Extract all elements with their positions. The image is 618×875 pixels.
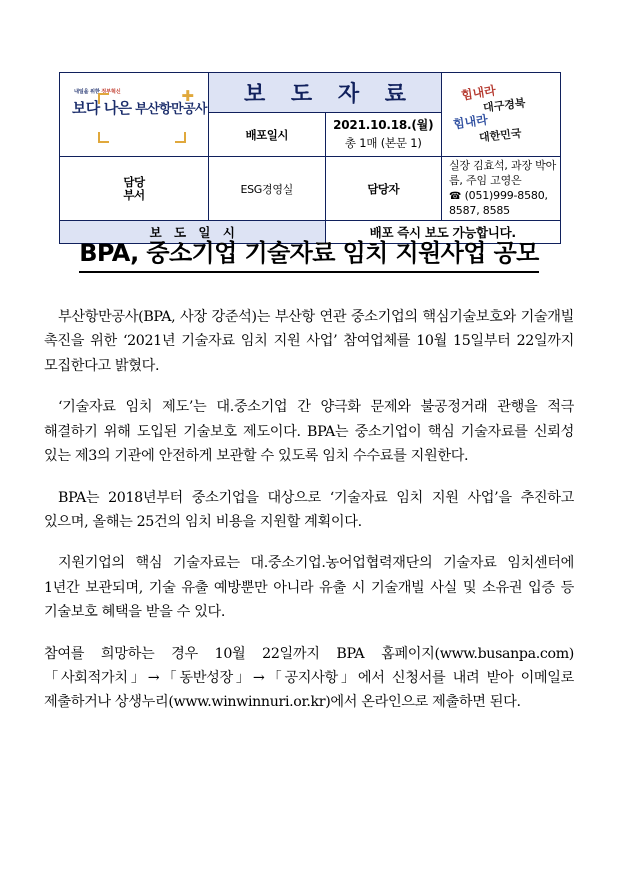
contact-person-label: 담당자 [325, 157, 442, 221]
department-label [60, 157, 209, 221]
brand-organization: 부산항만공사 [131, 101, 207, 117]
calligraphy-line-3: 힘내라 [452, 112, 489, 131]
calligraphy-line-2: 대구경북 [482, 95, 527, 115]
body-paragraph: 부산항만공사(BPA, 사장 강준석)는 부산항 연관 중소기업의 핵심기술보호와 기술개빌 촉진을 위한 ‘2021년 기술자료 임치 지원 사업’ 참여업체를 10월 15일부터 22일까지 모집한다고 밝혔다. [44, 309, 574, 374]
slogan-accent: 정부혁신 [101, 88, 121, 95]
bpa-logo [68, 85, 207, 145]
press-release-title: 보 도 자 료 [244, 82, 415, 107]
calligraphy-line-1: 힘내라 [460, 82, 497, 103]
embargo-label: 보 도 일 시 [60, 221, 326, 244]
department-value: ESG경영실 [209, 157, 326, 221]
header-row-title [60, 73, 561, 113]
release-date-label: 배포일시 [209, 113, 326, 157]
bracket-bottom-right-decoration [175, 132, 186, 143]
brand-tagline: 보다 나은 [72, 98, 132, 117]
headline: BPA, 중소기업 기술자료 임치 지원사업 공모 [79, 233, 539, 273]
slogan-prefix: 내일을 위한 [74, 88, 102, 95]
headline-wrapper [0, 233, 618, 273]
release-pages-value: 총 1매 (본문 1) [344, 135, 422, 150]
department-label-line2: 부서 [123, 187, 145, 202]
bpa-logo-text [72, 97, 207, 118]
bpa-logo-cell [60, 73, 209, 157]
telephone-icon: ☎ [449, 190, 462, 202]
header-row-contact [60, 157, 561, 221]
body-paragraph: ‘기술자료 임치 제도’는 대.중소기업 간 양극화 문제와 불공정거래 관행을 적극 해결하기 위해 도입된 기술보호 제도이다. BPA는 중소기업이 핵심 기술자료를 신뢰성 있는 제3의 기관에 안전하게 보관할 수 있도록 임치 수수료를 지원한다. [44, 399, 574, 465]
embargo-value: 배포 즉시 보도 가능합니다. [325, 221, 561, 244]
contact-names: 실장 김효석, 과장 박아름, 주임 고영은 [449, 159, 557, 187]
article-body [44, 305, 574, 732]
plus-icon: ✚ [181, 86, 194, 105]
department-label-line1: 담당 [123, 174, 145, 189]
release-date-value: 2021.10.18.(월) [333, 118, 434, 133]
calligraphy-line-4: 대한민국 [478, 126, 523, 144]
release-date-cell [325, 113, 442, 157]
body-paragraph: 지원기업의 핵심 기술자료는 대.중소기업.농어업협력재단의 기술자료 임치센터에 1년간 보관되며, 기술 유출 예방뿐만 아니라 유출 시 기술개빌 사실 및 소유권 입증 등 기술보호 혜택을 받을 수 있다. [44, 555, 574, 621]
press-release-title-cell [209, 73, 442, 113]
body-paragraph: 참여를 희망하는 경우 10월 22일까지 BPA 홈페이지(www.busanpa.com) 「사회적가치」→「동반성장」→「공지사항」에서 신청서를 내려 받아 이메일로 제출하거나 상생누리(www.winwinnuri.or.kr)에서 온라인으로 제출하면 된다. [44, 645, 574, 711]
contact-phone: (051)999-8580, 8587, 8585 [449, 188, 548, 217]
contact-phone-line [449, 189, 560, 219]
press-release-header-table [59, 72, 561, 244]
contact-details-cell [442, 157, 561, 221]
campaign-calligraphy [445, 80, 557, 150]
body-paragraph: BPA는 2018년부터 중소기업을 대상으로 ‘기술자료 임치 지원 사업’을 추진하고 있으며, 올해는 25건의 임치 비용을 지원할 계획이다. [44, 489, 574, 530]
bracket-bottom-left-decoration [98, 132, 109, 143]
campaign-calligraphy-cell [442, 73, 561, 157]
